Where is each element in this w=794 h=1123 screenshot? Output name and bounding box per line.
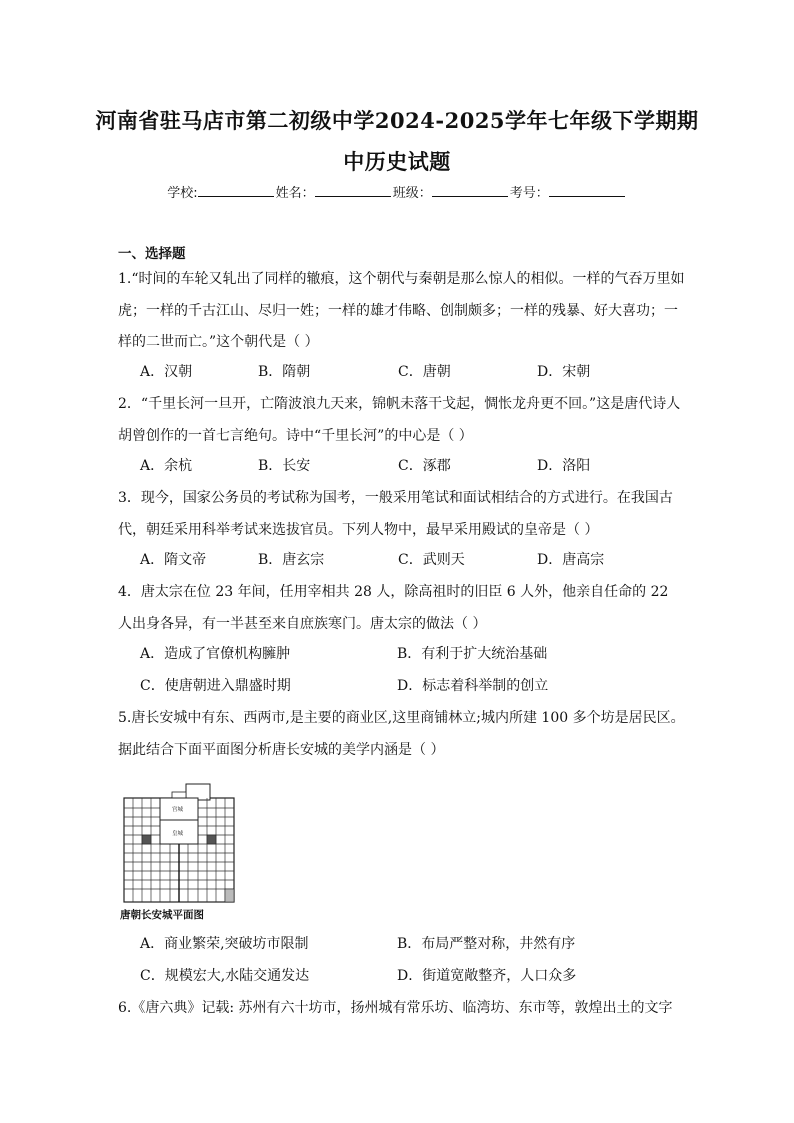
figure-caption: 唐朝长安城平面图 — [120, 909, 204, 921]
exam-no-field[interactable] — [549, 184, 625, 197]
q5-option-d[interactable]: D．街道宽敞整齐，人口众多 — [397, 968, 577, 984]
q3-option-d[interactable]: D．唐高宗 — [537, 552, 605, 568]
q1-option-c[interactable]: C．唐朝 — [398, 364, 451, 380]
q3-option-c[interactable]: C．武则天 — [398, 552, 465, 568]
question-6-text: 6.《唐六典》记载: 苏州有六十坊市，扬州城有常乐坊、临湾坊、东市等，敦煌出土的文字 — [118, 1000, 673, 1016]
class-label: 班级： — [392, 186, 432, 201]
q5-option-b[interactable]: B．布局严整对称，井然有序 — [397, 936, 576, 952]
q4-option-c[interactable]: C．使唐朝进入鼎盛时期 — [140, 678, 291, 694]
exam-title-line1: 河南省驻马店市第二初级中学2024-2025学年七年级下学期期 — [95, 108, 699, 133]
q2-option-c[interactable]: C．涿郡 — [398, 458, 451, 474]
q4-option-b[interactable]: B．有利于扩大统治基础 — [397, 646, 548, 662]
question-2-text: 2．“千里长河一旦开，亡隋波浪九天来，锦帆未落干戈起，惆怅龙舟更不回。”这是唐代诗人胡曾创作的一首七言绝句。诗中“千里长河”的中心是（ ） — [118, 396, 681, 444]
changan-city-plan-figure — [120, 780, 240, 910]
question-4-text: 4．唐太宗在位 23 年间，任用宰相共 28 人，除高祖时的旧臣 6 人外，他亲自任命的 22 人出身各异，有一半甚至来自庶族寒门。唐太宗的做法（ ） — [118, 584, 669, 632]
school-field[interactable] — [198, 184, 274, 197]
q3-option-a[interactable]: A．隋文帝 — [140, 552, 207, 568]
palace-city-label: 宫城 — [172, 807, 184, 813]
q4-option-a[interactable]: A．造成了官僚机构臃肿 — [140, 646, 291, 662]
q1-option-d[interactable]: D．宋朝 — [537, 364, 591, 380]
exam-title-line2: 中历史试题 — [343, 149, 451, 174]
question-3-text: 3．现今，国家公务员的考试称为国考，一般采用笔试和面试相结合的方式进行。在我国古代，朝廷采用科举考试来选拔官员。下列人物中，最早采用殿试的皇帝是（ ） — [118, 490, 673, 538]
imperial-city-label: 皇城 — [172, 831, 184, 837]
q2-option-d[interactable]: D．洛阳 — [537, 458, 591, 474]
q2-option-b[interactable]: B．长安 — [258, 458, 311, 474]
question-5-text: 5.唐长安城中有东、西两市,是主要的商业区,这里商铺林立;城内所建 100 多个坊是居民区。据此结合下面平面图分析唐长安城的美学内涵是（ ） — [118, 710, 685, 758]
q3-option-b[interactable]: B．唐玄宗 — [258, 552, 325, 568]
student-info-row — [0, 182, 794, 201]
q5-option-c[interactable]: C．规模宏大,水陆交通发达 — [140, 968, 310, 984]
exam-no-label: 考号： — [509, 186, 549, 201]
q2-option-a[interactable]: A．余杭 — [140, 458, 193, 474]
q1-option-b[interactable]: B．隋朝 — [258, 364, 311, 380]
section-title: 一、选择题 — [118, 246, 186, 262]
school-label: 学校: — [167, 186, 198, 201]
q1-option-a[interactable]: A．汉朝 — [140, 364, 193, 380]
class-field[interactable] — [432, 184, 508, 197]
q4-option-d[interactable]: D．标志着科举制的创立 — [397, 678, 549, 694]
question-1-text: 1.“时间的车轮又轧出了同样的辙痕，这个朝代与秦朝是那么惊人的相似。一样的气吞万里如虎；一样的千古江山、尽归一姓；一样的雄才伟略、创制颇多；一样的残暴、好大喜功；一样的二世而亡。”这个朝代是（ ） — [118, 271, 685, 350]
name-field[interactable] — [315, 184, 391, 197]
q5-option-a[interactable]: A．商业繁荣,突破坊市限制 — [140, 936, 309, 952]
name-label: 姓名： — [275, 186, 315, 201]
